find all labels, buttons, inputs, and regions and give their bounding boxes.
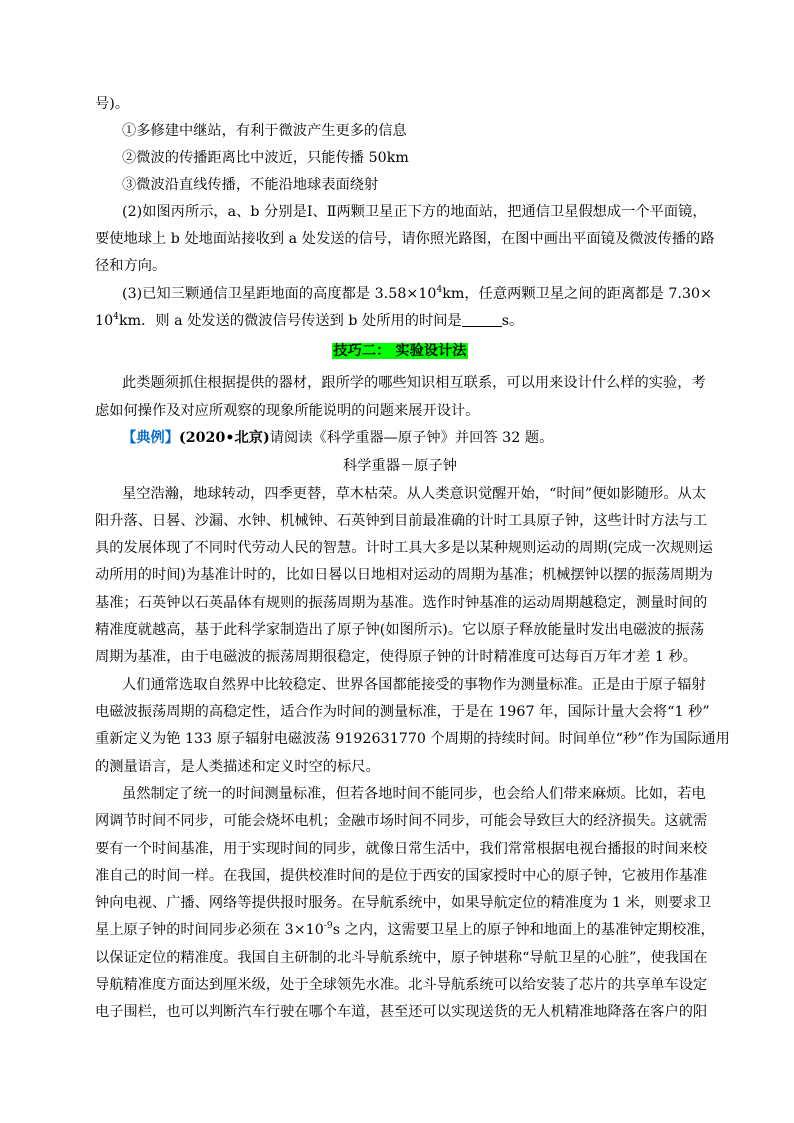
question-3-line: $10^4km$．则 a 处发送的微波信号传送到 b 处所用的时间是 s。: [95, 312, 524, 329]
paragraph-line: 虽然制定了统一的时间测量标准，但若各地时间不能同步，也会给人们带来麻烦。比如，若电: [122, 786, 706, 802]
paragraph-line: 要有一个时间基准，用于实现时间的同步，就像日常生活中，我们常常根据电视台播报的时间来校: [95, 841, 708, 857]
paragraph-line: 电磁波振荡周期的高稳定性，适合作为时间的测量标准，于是在 1967 年，国际计量大会将“1 秒”: [95, 704, 710, 720]
paragraph-line: 周期为基准，由于电磁波的振荡周期很稳定，使得原子钟的计时精准度可达每百万年才差 1 秒。: [95, 649, 697, 665]
paragraph-line: 电子围栏，也可以判断汽车行驶在哪个车道，甚至还可以实现送货的无人机精准地降落在客户的阳: [95, 1004, 708, 1020]
text-line: 此类题须抓住根据提供的器材，跟所学的哪些知识相互联系，可以用来设计什么样的实验，考: [122, 375, 706, 391]
question-2-line: (2)如图丙所示，a、b 分别是Ⅰ、Ⅱ两颗卫星正下方的地面站，把通信卫星假想成一个平面镜，: [122, 204, 707, 220]
example-source: (2020•北京): [178, 430, 270, 446]
paragraph-line: 阳升落、日晷、沙漏、水钟、机械钟、石英钟到目前最准确的计时工具原子钟，这些计时方法与工: [95, 513, 708, 529]
paragraph-line: 的测量语言，是人类描述和定义时空的标尺。: [95, 759, 380, 775]
paragraph-line: 钟向电视、广播、网络等提供报时服务。在导航系统中，如果导航定位的精准度为 1 米，则要求卫: [95, 895, 712, 911]
paragraph-line: 星上原子钟的时间同步必须在 $3\times 10^{-9}s$ 之内，这需要卫星上的原子钟和地面上的基准钟定期校准，: [95, 921, 715, 938]
example-label: 【典例】: [122, 430, 179, 446]
article-title: 科学重器－原子钟: [343, 458, 457, 474]
option-1: ①多修建中继站，有利于微波产生更多的信息: [122, 123, 407, 139]
paragraph-line: 动所用的时间)为基准计时的，比如日晷以日地相对运动的周期为基准；机械摆钟以摆的振荡周期为: [95, 567, 713, 583]
example-intro: 【典例】(2020•北京)请阅读《科学重器—原子钟》并回答 32 题。: [122, 430, 554, 446]
paragraph-line: 人们通常选取自然界中比较稳定、世界各国都能接受的事物作为测量标准。正是由于原子辐射: [122, 677, 706, 693]
question-3-line: (3)已知三颗通信卫星距地面的高度都是 $3.58\times 10^4km$，任意两颗卫星之间的距离都是 7.30×: [122, 285, 713, 302]
paragraph-line: 以保证定位的精准度。我国自主研制的北斗导航系统中，原子钟堪称“导航卫星的心脏”，使我国在: [95, 950, 708, 966]
answer-blank: [462, 312, 502, 327]
paragraph-line: 准自己的时间一样。在我国，提供校准时间的是位于西安的国家授时中心的原子钟，它被用作基准: [95, 868, 708, 884]
text-line: 号)。: [95, 96, 130, 112]
section-heading: [95, 341, 705, 361]
paragraph-line: 星空浩瀚，地球转动，四季更替，草木枯荣。从人类意识觉醒开始，“时间”便如影随形。从太: [122, 486, 707, 502]
question-2-line: 径和方向。: [95, 258, 167, 274]
option-2: ②微波的传播距离比中波近，只能传播 50km: [122, 150, 409, 166]
paragraph-line: 具的发展体现了不同时代劳动人民的智慧。计时工具大多是以某种规则运动的周期(完成一次规则运: [95, 540, 713, 556]
question-2-line: 要使地球上 b 处地面站接收到 a 处发送的信号，请你照光路图，在图中画出平面镜及微波传播的路: [95, 231, 715, 247]
option-3: ③微波沿直线传播，不能沿地球表面绕射: [122, 177, 379, 193]
text-line: 虑如何操作及对应所观察的现象所能说明的问题来展开设计。: [95, 403, 480, 419]
paragraph-line: 精准度就越高，基于此科学家制造出了原子钟(如图所示)。它以原子释放能量时发出电磁波的振荡: [95, 622, 705, 638]
highlighted-heading: 技巧二： 实验设计法: [333, 343, 467, 359]
paragraph-line: 基准；石英钟以石英晶体有规则的振荡周期为基准。选作时钟基准的运动周期越稳定，测量时间的: [95, 595, 708, 611]
paragraph-line: 网调节时间不同步，可能会烧坏电机；金融市场时间不同步，可能会导致巨大的经济损失。这就需: [95, 813, 708, 829]
paragraph-line: 重新定义为铯 133 原子辐射电磁波荡 9192631770 个周期的持续时间。时间单位“秒”作为国际通用: [95, 731, 730, 747]
paragraph-line: 导航精准度方面达到厘米级，处于全球领先水准。北斗导航系统可以给安装了芯片的共享单车设定: [95, 977, 708, 993]
